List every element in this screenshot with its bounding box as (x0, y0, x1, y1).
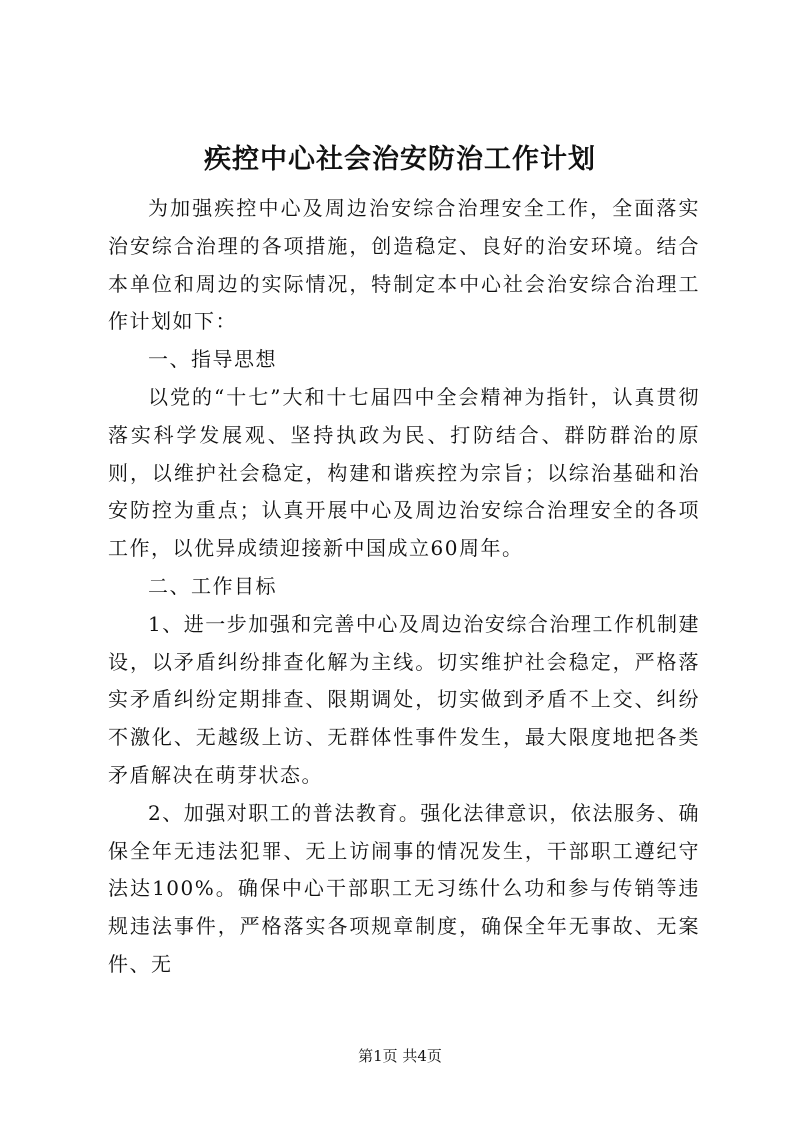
document-title: 疾控中心社会治安防治工作计划 (204, 144, 596, 175)
goal-item-1: 1、进一步加强和完善中心及周边治安综合治理工作机制建设，以矛盾纠纷排查化解为主线。切实维护社会稳定，严格落实矛盾纠纷定期排查、限期调处，切实做到矛盾不上交、纠纷不激化、无越级上访、无群体性事件发生，最大限度地把各类矛盾解决在萌芽状态。 (108, 611, 700, 787)
section-heading-work-goals: 二、工作目标 (148, 573, 277, 598)
section-heading-guiding-thought: 一、指导思想 (148, 347, 277, 372)
document-body (108, 190, 700, 984)
page-number-footer: 第1页 共4页 (358, 1047, 442, 1065)
intro-paragraph: 为加强疾控中心及周边治安综合治理安全工作，全面落实治安综合治理的各项措施，创造稳定、良好的治安环境。结合本单位和周边的实际情况，特制定本中心社会治安综合治理工作计划如下： (108, 196, 700, 334)
goal-item-2: 2、加强对职工的普法教育。强化法律意识，依法服务、确保全年无违法犯罪、无上访闹事的情况发生，干部职工遵纪守法达100%。确保中心干部职工无习练什么功和参与传销等违规违法事件，严格落实各项规章制度，确保全年无事故、无案件、无 (108, 800, 700, 976)
guiding-thought-paragraph: 以党的“十七”大和十七届四中全会精神为指针，认真贯彻落实科学发展观、坚持执政为民、打防结合、群防群治的原则，以维护社会稳定，构建和谐疾控为宗旨；以综治基础和治安防控为重点；认真开展中心及周边治安综合治理安全的各项工作，以优异成绩迎接新中国成立60周年。 (108, 384, 700, 561)
